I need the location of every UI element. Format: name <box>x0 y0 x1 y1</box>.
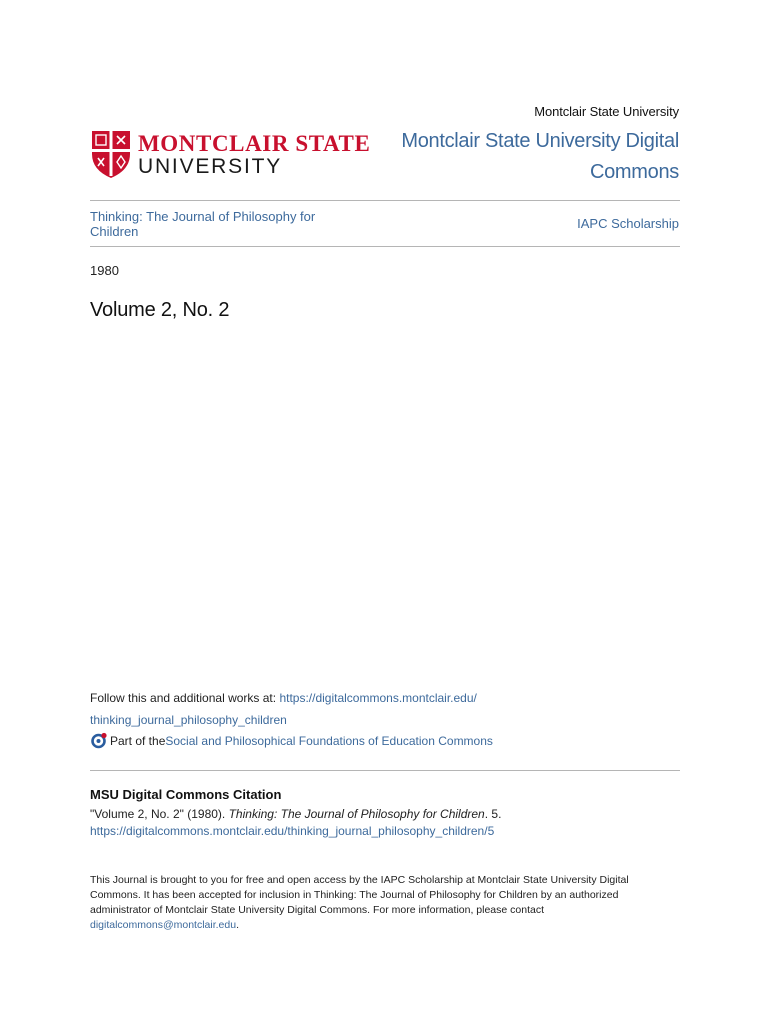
part-of-line <box>90 732 493 749</box>
access-notice <box>90 873 680 933</box>
university-logo[interactable] <box>90 128 370 184</box>
collection-link[interactable]: IAPC Scholarship <box>577 216 679 231</box>
publication-year: 1980 <box>90 263 119 278</box>
divider-middle <box>90 246 680 247</box>
divider-top <box>90 200 680 201</box>
network-icon <box>90 732 107 749</box>
citation-heading: MSU Digital Commons Citation <box>90 787 282 802</box>
citation-journal: Thinking: The Journal of Philosophy for Children <box>228 807 485 821</box>
shield-icon <box>90 128 132 180</box>
citation-text: "Volume 2, No. 2" (1980). <box>90 807 229 821</box>
follow-statement <box>90 687 680 731</box>
part-of-prefix: Part of the <box>110 733 166 748</box>
citation-body <box>90 806 680 840</box>
repository-link[interactable]: Montclair State University Digital Commons <box>401 130 679 183</box>
notice-text: This Journal is brought to you for free and open access by the IAPC Scholarship at Montclair State University Digital Commons. It has been accepted for inclusion in Thinking: The Journal of Philosophy for Children by an authorized administrator of Montclair State University Digital Commons. For more information, please contact <box>90 874 629 916</box>
citation-url-link[interactable]: https://digitalcommons.montclair.edu/thinking_journal_philosophy_children/5 <box>90 824 495 838</box>
divider-bottom <box>90 770 680 771</box>
series-link[interactable]: Thinking: The Journal of Philosophy for Children <box>90 209 316 239</box>
follow-url-link[interactable]: https://digitalcommons.montclair.edu/ <box>279 691 477 705</box>
follow-url-link-continued[interactable]: thinking_journal_philosophy_children <box>90 713 287 727</box>
institution-name: Montclair State University <box>534 104 679 119</box>
document-title: Volume 2, No. 2 <box>90 299 230 321</box>
contact-email-link[interactable]: digitalcommons@montclair.edu <box>90 919 237 931</box>
follow-prefix: Follow this and additional works at: <box>90 691 280 705</box>
logo-text-line2: UNIVERSITY <box>138 155 283 178</box>
citation-suffix: . 5. <box>484 807 502 821</box>
logo-text-line1: MONTCLAIR STATE <box>138 131 371 156</box>
notice-end: . <box>236 919 239 931</box>
commons-link[interactable]: Social and Philosophical Foundations of Education Commons <box>165 733 493 748</box>
